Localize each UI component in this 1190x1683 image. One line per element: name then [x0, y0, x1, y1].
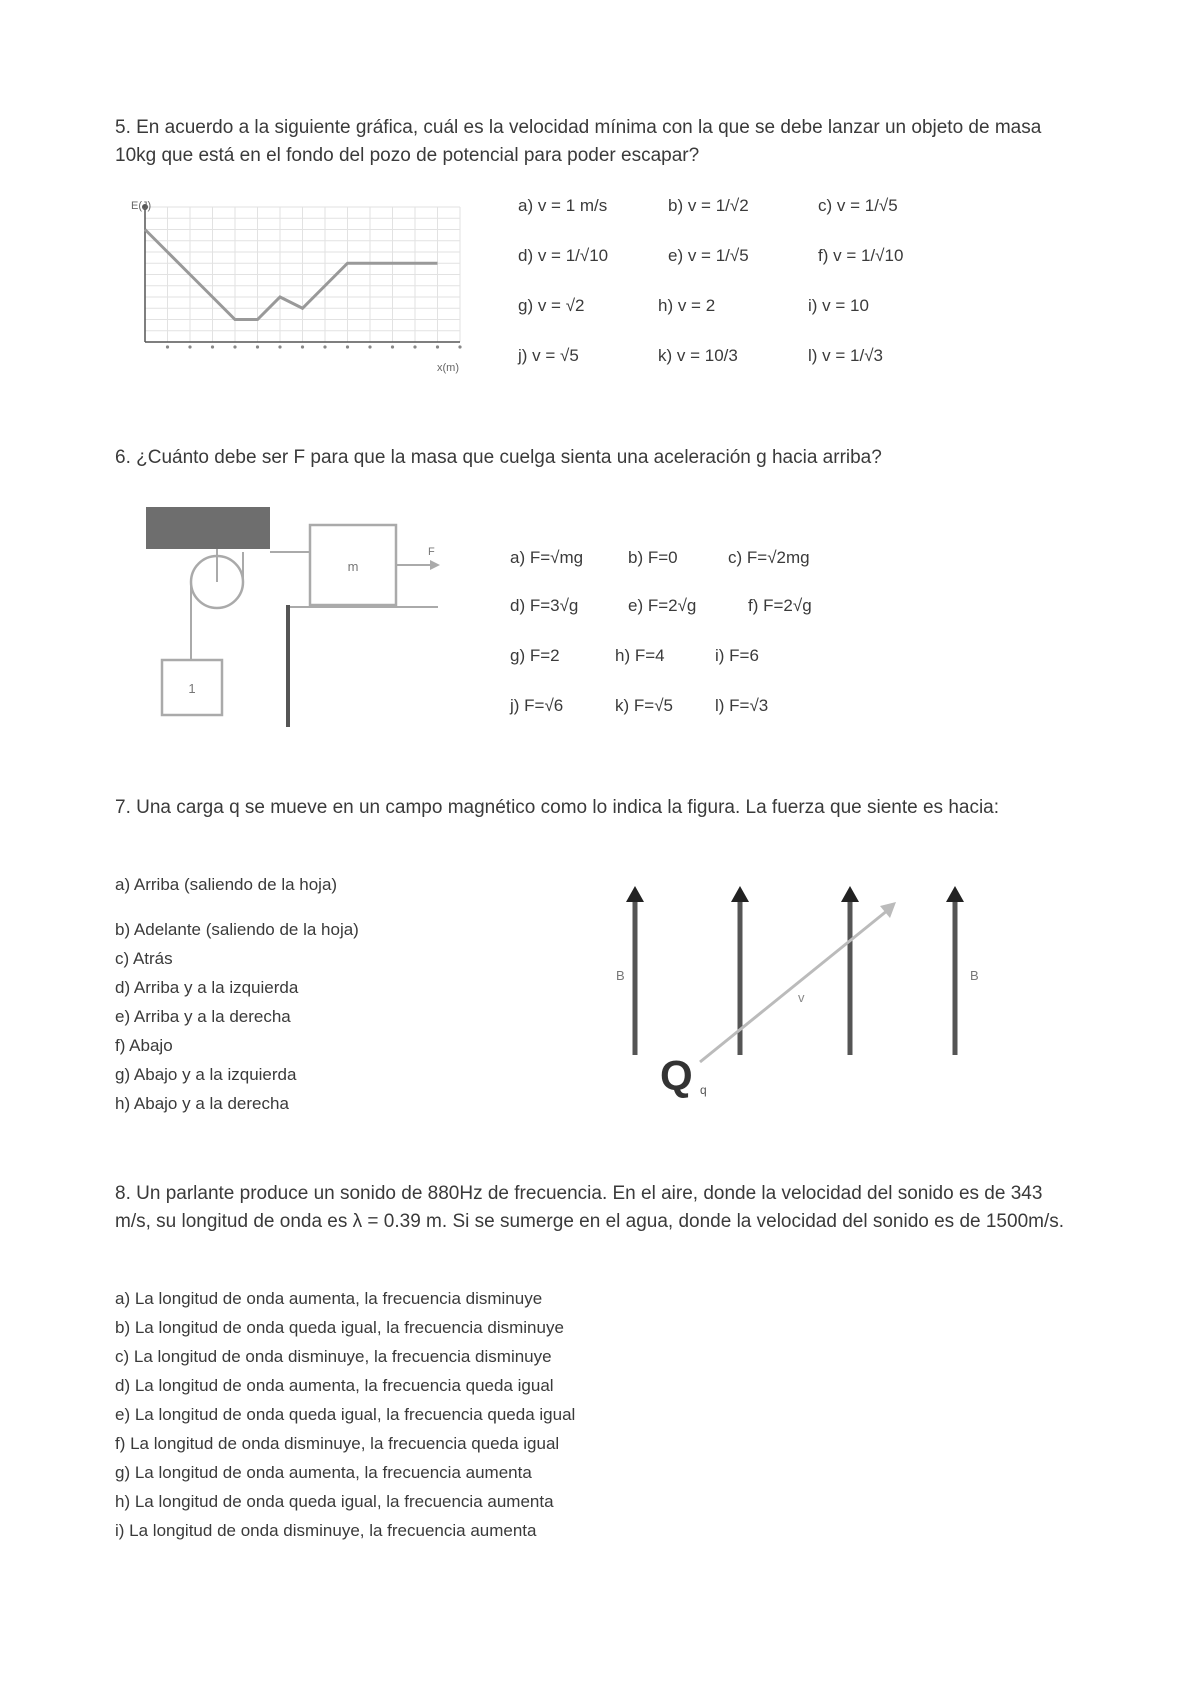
- x-tick: [458, 345, 461, 348]
- option-k[interactable]: k) v = 10/3: [658, 346, 738, 365]
- option-b[interactable]: b) Adelante (saliendo de la hoja): [115, 920, 359, 939]
- x-tick: [256, 345, 259, 348]
- question-5-text: 5. En acuerdo a la siguiente gráfica, cuál es la velocidad mínima con la que se debe lanzar un objeto de masa 10kg que está en el fondo del pozo de potencial para poder escapar?: [115, 117, 1042, 166]
- option-c[interactable]: c) F=√2mg: [728, 548, 810, 567]
- option-c[interactable]: c) v = 1/√5: [818, 196, 898, 215]
- option-d[interactable]: d) v = 1/√10: [518, 246, 609, 265]
- option-i[interactable]: i) La longitud de onda disminuye, la frecuencia aumenta: [115, 1521, 537, 1540]
- option-l[interactable]: l) F=√3: [715, 696, 769, 715]
- x-tick: [233, 345, 236, 348]
- option-a[interactable]: a) La longitud de onda aumenta, la frecuencia disminuye: [115, 1289, 543, 1308]
- option-b[interactable]: b) La longitud de onda queda igual, la frecuencia disminuye: [115, 1318, 564, 1337]
- option-e[interactable]: e) F=2√g: [628, 596, 697, 615]
- option-b[interactable]: b) F=0: [628, 548, 678, 567]
- option-b[interactable]: b) v = 1/√2: [668, 196, 749, 215]
- x-tick: [413, 345, 416, 348]
- option-a[interactable]: a) Arriba (saliendo de la hoja): [115, 875, 338, 894]
- question-8-text: 8. Un parlante produce un sonido de 880Hz de frecuencia. En el aire, donde la velocidad del sonido es de 343 m/s, su longitud de onda es λ = 0.39 m. Si se sumerge en el agua, donde la velocidad del sonido es de 1500m/s.: [115, 1183, 1065, 1232]
- x-tick: [166, 345, 169, 348]
- x-tick: [391, 345, 394, 348]
- option-j[interactable]: j) F=√6: [510, 696, 564, 715]
- x-tick: [346, 345, 349, 348]
- option-i[interactable]: i) v = 10: [808, 296, 869, 315]
- hanging-mass-label: 1: [188, 681, 196, 696]
- option-f[interactable]: f) F=2√g: [748, 596, 812, 615]
- field-line-3: [841, 886, 859, 1055]
- option-f[interactable]: f) La longitud de onda disminuye, la frecuencia queda igual: [115, 1434, 560, 1453]
- ceiling-support: [146, 507, 270, 549]
- force-label: F: [428, 546, 435, 558]
- velocity-label: v: [798, 990, 805, 1005]
- option-h[interactable]: h) La longitud de onda queda igual, la frecuencia aumenta: [115, 1492, 554, 1511]
- option-l[interactable]: l) v = 1/√3: [808, 346, 883, 365]
- option-g[interactable]: g) La longitud de onda aumenta, la frecuencia aumenta: [115, 1463, 532, 1482]
- x-tick: [436, 345, 439, 348]
- option-c[interactable]: c) Atrás: [115, 949, 173, 968]
- field-label-right: B: [970, 968, 979, 983]
- option-c[interactable]: c) La longitud de onda disminuye, la frecuencia disminuye: [115, 1347, 552, 1366]
- potential-energy-graph: [115, 195, 475, 380]
- field-label-left: B: [616, 968, 625, 983]
- option-g[interactable]: g) v = √2: [518, 296, 585, 315]
- x-tick: [301, 345, 304, 348]
- question-7-options: [115, 870, 359, 1118]
- question-8-options: [115, 1284, 575, 1545]
- option-h[interactable]: h) v = 2: [658, 296, 716, 315]
- magnetic-field-diagram: [600, 880, 1000, 1099]
- charge-label: Q: [660, 1052, 693, 1099]
- option-j[interactable]: j) v = √5: [518, 346, 579, 365]
- x-tick: [188, 345, 191, 348]
- x-tick: [211, 345, 214, 348]
- option-a[interactable]: a) v = 1 m/s: [518, 196, 608, 215]
- charge-subscript: q: [700, 1083, 707, 1097]
- question-7-text: 7. Una carga q se mueve en un campo magnético como lo indica la figura. La fuerza que siente es hacia:: [115, 797, 1000, 818]
- option-e[interactable]: e) La longitud de onda queda igual, la frecuencia queda igual: [115, 1405, 576, 1424]
- option-d[interactable]: d) Arriba y a la izquierda: [115, 978, 299, 997]
- option-a[interactable]: a) F=√mg: [510, 548, 584, 567]
- question-6-text: 6. ¿Cuánto debe ser F para que la masa que cuelga sienta una aceleración g hacia arriba?: [115, 447, 882, 468]
- option-e[interactable]: e) v = 1/√5: [668, 246, 749, 265]
- option-h[interactable]: h) F=4: [615, 646, 665, 665]
- field-line-1: [626, 886, 644, 1055]
- field-line-4: [946, 886, 964, 1055]
- option-k[interactable]: k) F=√5: [615, 696, 673, 715]
- option-f[interactable]: f) v = 1/√10: [818, 246, 904, 265]
- block-label: m: [347, 559, 359, 574]
- pulley-diagram: [140, 505, 450, 730]
- x-tick: [323, 345, 326, 348]
- x-tick: [368, 345, 371, 348]
- option-f[interactable]: f) Abajo: [115, 1036, 173, 1055]
- option-e[interactable]: e) Arriba y a la derecha: [115, 1007, 291, 1026]
- option-g[interactable]: g) Abajo y a la izquierda: [115, 1065, 297, 1084]
- x-tick: [278, 345, 281, 348]
- option-h[interactable]: h) Abajo y a la derecha: [115, 1094, 289, 1113]
- graph-grid: [145, 207, 460, 342]
- option-d[interactable]: d) F=3√g: [510, 596, 579, 615]
- option-d[interactable]: d) La longitud de onda aumenta, la frecuencia queda igual: [115, 1376, 554, 1395]
- force-arrowhead: [430, 560, 440, 570]
- option-i[interactable]: i) F=6: [715, 646, 759, 665]
- option-g[interactable]: g) F=2: [510, 646, 560, 665]
- y-axis-label: E(J): [131, 200, 152, 212]
- x-ticks: [166, 345, 462, 348]
- velocity-vector: [700, 910, 888, 1062]
- x-axis-label: x(m): [437, 362, 459, 374]
